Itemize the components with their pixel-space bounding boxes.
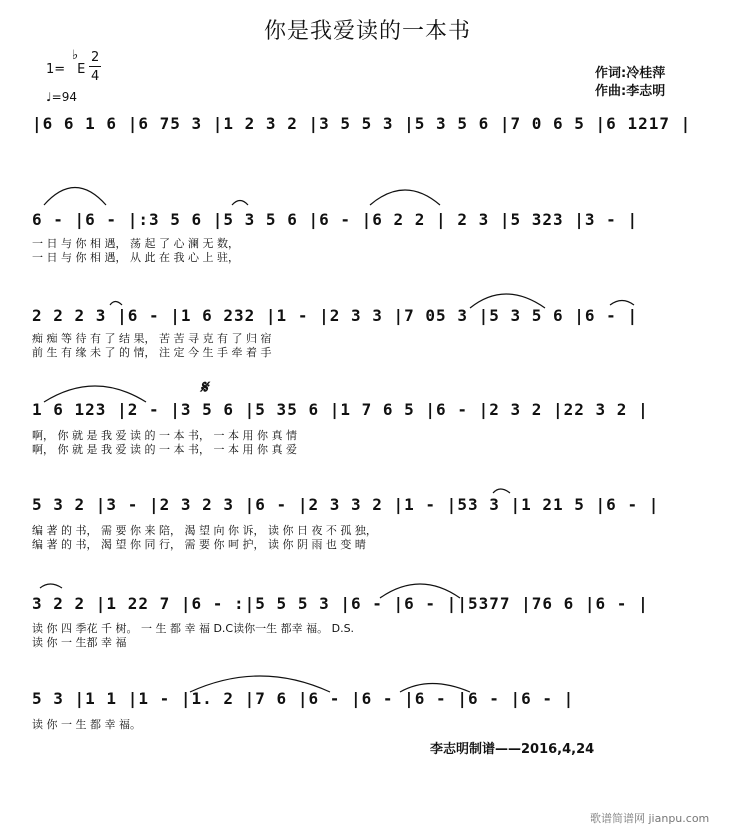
slur	[110, 302, 122, 306]
notation-line-4: 1 6 123 |2 - |3 5 6 |5 35 6 |1 7 6 5 |6 - |2 3 2 |22 3 2 |	[32, 400, 649, 419]
slur	[610, 301, 634, 306]
lyrics-line-6b: 读 你 一 生都 幸 福	[32, 636, 127, 649]
lyrics-line-5b: 编 著 的 书， 渴 望 你 同 行， 需 要 你 呵 护， 读 你 阴 雨 也 变 晴	[32, 538, 366, 551]
notation-line-2: 6 - |6 - |:3 5 6 |5 3 5 6 |6 - |6 2 2 | 2 3 |5 323 |3 - |	[32, 210, 639, 229]
lyrics-line-7a: 读 你 一 生 都 幸 福。	[32, 718, 141, 731]
notation-line-5: 5 3 2 |3 - |2 3 2 3 |6 - |2 3 3 2 |1 - |53 3 |1 21 5 |6 - |	[32, 495, 660, 514]
lyrics-line-5a: 编 著 的 书， 需 要 你 来 陪， 渴 望 向 你 诉， 读 你 日 夜 不 孤 独，	[32, 524, 377, 537]
notation-line-6: 3 2 2 |1 22 7 |6 - :|5 5 5 3 |6 - |6 - ||5377 |76 6 |6 - |	[32, 594, 649, 613]
slur	[493, 489, 510, 493]
lyrics-line-2b: 一 日 与 你 相 遇， 从 此 在 我 心 上 驻，	[32, 251, 239, 264]
site-watermark: 歌谱简谱网 jianpu.com	[590, 812, 710, 825]
slur	[40, 584, 62, 588]
slur	[232, 201, 248, 206]
slur	[370, 190, 440, 205]
lyrics-line-4b: 啊， 你 就 是 我 爱 读 的 一 本 书， 一 本 用 你 真 爱	[32, 443, 297, 456]
flat-sign: ♭	[72, 48, 79, 63]
segno-sign: 𝄋	[200, 377, 208, 398]
notation-line-1: |6 6 1 6 |6 75 3 |1 2 3 2 |3 5 5 3 |5 3 5 6 |7 0 6 5 |6 1217 |	[32, 114, 692, 133]
tempo-marking: ♩=94	[46, 90, 77, 104]
transcriber-credit: 李志明制谱——2016,4,24	[430, 742, 595, 757]
lyrics-line-3b: 前 生 有 缘 未 了 的 情， 注 定 今 生 手 牵 着 手	[32, 346, 272, 359]
slur	[44, 188, 106, 206]
key-letter: E	[77, 62, 86, 77]
lyrics-line-4a: 啊， 你 就 是 我 爱 读 的 一 本 书， 一 本 用 你 真 情	[32, 429, 297, 442]
song-title: 你是我爱读的一本书	[263, 19, 471, 44]
key-prefix: 1=	[46, 62, 66, 77]
notation-line-7: 5 3 |1 1 |1 - |1. 2 |7 6 |6 - |6 - |6 - |6 - |6 - |	[32, 689, 575, 708]
composer-credit: 作曲:李志明	[595, 84, 666, 99]
time-signature-bottom: 4	[91, 69, 100, 84]
time-signature-top: 2	[91, 50, 100, 65]
lyricist-credit: 作词:冷桂萍	[595, 66, 666, 81]
lyrics-line-2a: 一 日 与 你 相 遇， 荡 起 了 心 澜 无 数，	[32, 237, 239, 250]
lyrics-line-3a: 痴 痴 等 待 有 了 结 果， 苦 苦 寻 克 有 了 归 宿	[32, 332, 272, 345]
notation-line-3: 2 2 2 3 |6 - |1 6 232 |1 - |2 3 3 |7 05 3 |5 3 5 6 |6 - |	[32, 306, 639, 325]
lyrics-line-6a: 读 你 四 季花 千 树。 一 生 都 幸 福 D.C读你一生 都幸 福。 D.S.	[32, 622, 355, 635]
